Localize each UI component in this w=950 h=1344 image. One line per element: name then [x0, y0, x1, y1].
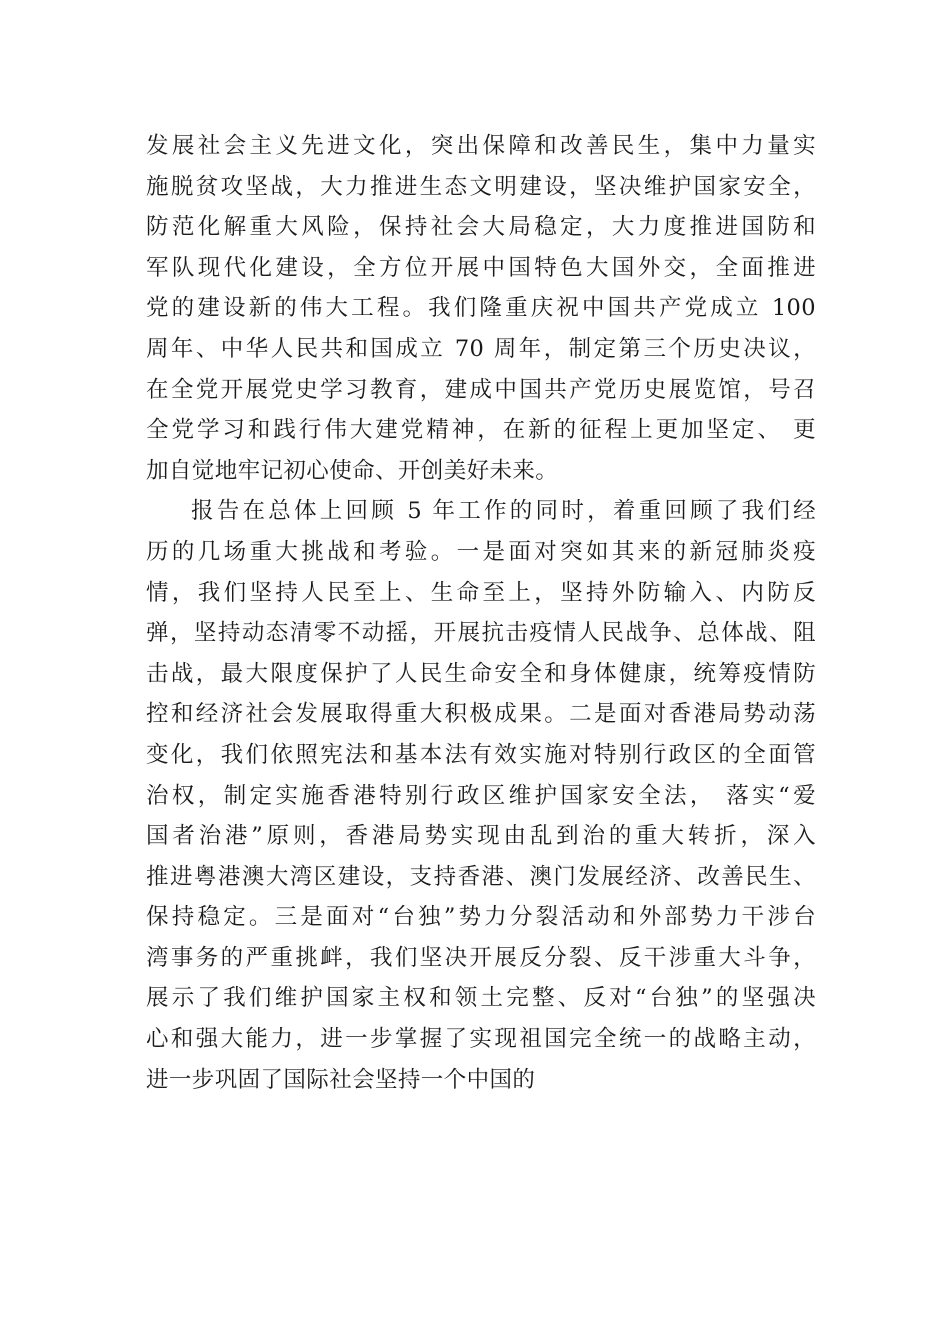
text-line: 施脱贫攻坚战，大力推进生态文明建设，坚决维护国家安全， [146, 173, 816, 200]
text-line: 国者治港”原则，香港局势实现由乱到治的重大转折，深入 [146, 823, 816, 850]
text-line: 军队现代化建设，全方位开展中国特色大国外交，全面推进 [146, 254, 816, 281]
text-line: 控和经济社会发展取得重大积极成果。二是面对香港局势动荡 [146, 701, 816, 728]
text-line: 党的建设新的伟大工程。我们隆重庆祝中国共产党成立 100 [146, 295, 816, 322]
text-line: 进一步巩固了国际社会坚持一个中国的 [146, 1066, 536, 1093]
text-line: 变化，我们依照宪法和基本法有效实施对特别行政区的全面管 [146, 741, 816, 768]
text-line: 展示了我们维护国家主权和领土完整、反对“台独”的坚强决 [146, 985, 816, 1012]
text-line: 发展社会主义先进文化，突出保障和改善民生，集中力量实 [146, 133, 816, 159]
text-line: 湾事务的严重挑衅，我们坚决开展反分裂、反干涉重大斗争， [146, 944, 816, 971]
text-line: 防范化解重大风险，保持社会大局稳定，大力度推进国防和 [146, 214, 816, 241]
text-line: 在全党开展党史学习教育，建成中国共产党历史展览馆，号召 [146, 376, 816, 403]
text-line: 击战，最大限度保护了人民生命安全和身体健康，统筹疫情防 [146, 660, 816, 687]
text-line: 保持稳定。三是面对“台独”势力分裂活动和外部势力干涉台 [146, 904, 816, 931]
text-line: 周年、中华人民共和国成立 70 周年，制定第三个历史决议， [146, 335, 816, 362]
text-line: 加自觉地牢记初心使命、开创美好未来。 [146, 457, 559, 484]
text-line: 情，我们坚持人民至上、生命至上，坚持外防输入、内防反 [146, 579, 816, 606]
text-line: 全党学习和践行伟大建党精神，在新的征程上更加坚定、 更 [146, 417, 816, 444]
text-line: 治权，制定实施香港特别行政区维护国家安全法， 落实“爱 [146, 782, 816, 809]
text-line: 报告在总体上回顾 5 年工作的同时，着重回顾了我们经 [191, 498, 816, 525]
body-text [146, 126, 816, 1100]
text-line: 历的几场重大挑战和考验。一是面对突如其来的新冠肺炎疫 [146, 538, 816, 565]
text-line: 推进粤港澳大湾区建设，支持香港、澳门发展经济、改善民生、 [146, 863, 816, 890]
paragraph-1 [146, 126, 816, 491]
text-line: 心和强大能力，进一步掌握了实现祖国完全统一的战略主动， [146, 1026, 816, 1053]
text-line: 弹，坚持动态清零不动摇，开展抗击疫情人民战争、总体战、阻 [146, 620, 816, 647]
paragraph-2 [146, 491, 816, 1100]
